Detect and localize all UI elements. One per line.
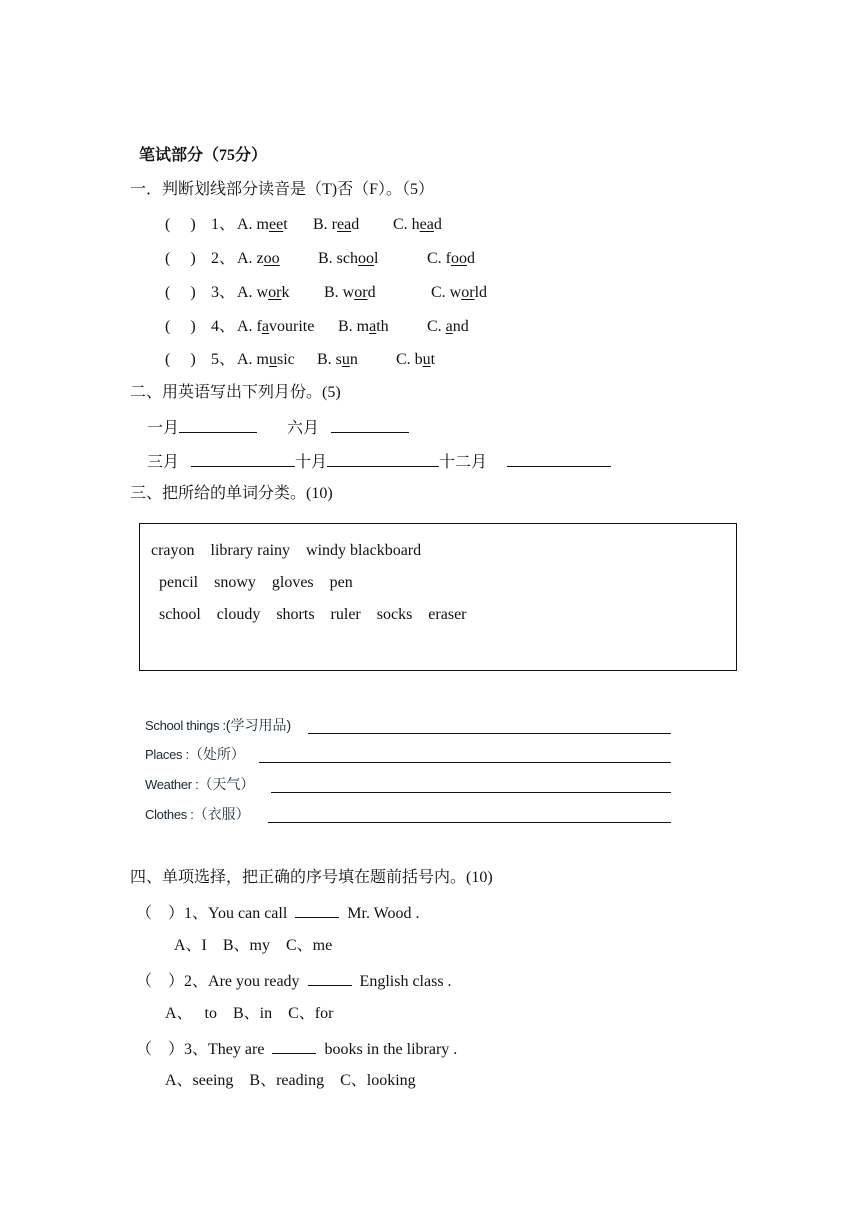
phonics-item-3-option-b — [324, 283, 376, 303]
phonics-item-4-option-a — [237, 317, 314, 337]
phonics-item-2-paren[interactable]: ( ) — [165, 250, 196, 267]
option-prefix: B. r — [313, 216, 337, 233]
question-2-paren[interactable]: （ ） — [136, 973, 185, 990]
option-prefix: C. h — [393, 216, 420, 233]
underlined-letters: oo — [263, 250, 280, 267]
phonics-item-5-option-c — [396, 350, 435, 370]
underlined-letters: or — [461, 284, 475, 301]
option-suffix: sic — [277, 351, 295, 368]
section-1-title: 一．判断划线部分读音是（T)否（F）。（5） — [130, 181, 435, 198]
underlined-letters: a — [369, 318, 377, 335]
option-suffix: nd — [452, 318, 469, 335]
category-places — [145, 745, 671, 767]
question-3-blank[interactable] — [272, 1038, 316, 1054]
month-october-blank[interactable] — [327, 451, 439, 467]
month-march-blank[interactable] — [191, 451, 295, 467]
option-suffix: k — [281, 284, 290, 301]
underlined-letters: u — [341, 351, 350, 368]
underlined-letters: or — [354, 284, 368, 301]
phonics-item-3-option-c — [431, 283, 487, 303]
option-prefix: B. w — [324, 284, 355, 301]
underlined-letters: u — [269, 351, 277, 368]
question-3-text-after: books in the library . — [324, 1041, 458, 1058]
option-prefix: A. w — [237, 284, 269, 301]
phonics-item-1-option-a — [237, 215, 288, 235]
option-suffix: d — [467, 250, 475, 267]
option-suffix: t — [283, 216, 288, 233]
question-3-options: A、seeing B、reading C、looking — [165, 1072, 416, 1089]
option-prefix: C. f — [427, 250, 451, 267]
category-clothes — [145, 805, 671, 827]
phonics-item-2-number: 2、 — [211, 250, 236, 267]
category-clothes-cn: （衣服） — [193, 806, 250, 822]
option-prefix: B. s — [317, 351, 342, 368]
category-school-things — [145, 716, 671, 738]
option-suffix: th — [376, 318, 389, 335]
category-school-things-blank[interactable] — [308, 733, 671, 734]
option-prefix: B. sch — [318, 250, 358, 267]
option-prefix: B. m — [338, 318, 370, 335]
option-suffix: d — [351, 216, 360, 233]
section-3-title: 三、把所给的单词分类。(10) — [130, 485, 333, 502]
question-1-paren[interactable]: （ ） — [136, 905, 185, 922]
section-2-title: 二、用英语写出下列月份。(5) — [130, 384, 341, 401]
phonics-item-3-paren[interactable]: ( ) — [165, 284, 196, 301]
phonics-item-2-option-c — [427, 249, 475, 269]
category-weather-label: Weather : — [145, 777, 199, 792]
question-3-paren[interactable]: （ ） — [136, 1041, 185, 1058]
phonics-item-3-option-a — [237, 283, 289, 303]
phonics-item-1-paren[interactable]: ( ) — [165, 216, 196, 233]
underlined-letters: oo — [451, 250, 467, 267]
underlined-letters: oo — [358, 250, 374, 267]
phonics-item-4-paren[interactable]: ( ) — [165, 318, 196, 335]
option-prefix: A. m — [237, 351, 269, 368]
phonics-item-5-option-b — [317, 350, 358, 370]
question-1-text-after: Mr. Wood . — [347, 905, 420, 922]
phonics-item-1-option-b — [313, 215, 359, 235]
category-weather-blank[interactable] — [271, 792, 671, 793]
option-prefix: C. w — [431, 284, 462, 301]
option-suffix: ld — [474, 284, 488, 301]
question-2-text-before: Are you ready — [208, 973, 300, 990]
option-suffix: t — [430, 351, 436, 368]
category-places-cn: （处所） — [188, 746, 245, 762]
month-october-label: 十月 — [295, 454, 328, 471]
month-row-1 — [147, 417, 409, 439]
option-suffix: n — [349, 351, 358, 368]
word-box-line-2: pencil snowy gloves pen — [159, 574, 353, 591]
underlined-letters: ea — [337, 216, 352, 233]
section-4-title: 四、单项选择，把正确的序号填在题前括号内。(10) — [130, 869, 493, 886]
option-suffix: d — [367, 284, 376, 301]
underlined-letters: ea — [419, 216, 434, 233]
category-weather-cn: （天气） — [198, 776, 255, 792]
underlined-letters: a — [445, 318, 453, 335]
phonics-item-1-number: 1、 — [211, 216, 236, 233]
phonics-item-5-paren[interactable]: ( ) — [165, 351, 196, 368]
category-school-things-label: School things : — [145, 718, 226, 733]
category-clothes-blank[interactable] — [268, 822, 671, 823]
option-suffix: vourite — [269, 318, 315, 335]
category-weather — [145, 775, 671, 797]
month-june-label: 六月 — [287, 420, 320, 437]
underlined-letters: a — [261, 318, 269, 335]
question-2-number: 2、 — [184, 973, 209, 990]
phonics-item-1-option-c — [393, 215, 442, 235]
phonics-item-4-option-b — [338, 317, 389, 337]
month-december-blank[interactable] — [507, 451, 611, 467]
phonics-item-3-number: 3、 — [211, 284, 236, 301]
option-prefix: C. — [427, 318, 446, 335]
month-january-label: 一月 — [147, 420, 180, 437]
category-school-things-cn: (学习用品) — [225, 717, 292, 733]
phonics-item-2-option-a — [237, 249, 280, 269]
question-3 — [136, 1038, 457, 1060]
option-prefix: A. m — [237, 216, 269, 233]
phonics-item-2-option-b — [318, 249, 378, 269]
question-3-text-before: They are — [208, 1041, 265, 1058]
question-1 — [136, 902, 419, 924]
question-2-blank[interactable] — [308, 970, 352, 986]
word-box-line-3: school cloudy shorts ruler socks eraser — [159, 606, 467, 623]
question-2-options: A、 to B、in C、for — [165, 1005, 334, 1022]
phonics-item-4-option-c — [427, 317, 469, 337]
question-3-number: 3、 — [184, 1041, 209, 1058]
month-march-label: 三月 — [147, 454, 180, 471]
question-1-text-before: You can call — [208, 905, 288, 922]
month-january-blank[interactable] — [179, 417, 257, 433]
month-row-2 — [147, 451, 611, 473]
option-suffix: d — [433, 216, 442, 233]
page-title: 笔试部分（75分） — [139, 147, 268, 164]
option-prefix: A. f — [237, 318, 262, 335]
option-prefix: C. b — [396, 351, 423, 368]
option-prefix: A. z — [237, 250, 264, 267]
underlined-letters: or — [268, 284, 282, 301]
question-1-blank[interactable] — [295, 902, 339, 918]
phonics-item-4-number: 4、 — [211, 318, 236, 335]
underlined-letters: ee — [269, 216, 284, 233]
underlined-letters: u — [422, 351, 431, 368]
option-suffix: l — [374, 250, 379, 267]
word-box-line-1: crayon library rainy windy blackboard — [151, 542, 422, 559]
category-places-label: Places : — [145, 747, 189, 762]
question-1-number: 1、 — [184, 905, 209, 922]
category-places-blank[interactable] — [259, 762, 671, 763]
month-december-label: 十二月 — [439, 454, 488, 471]
phonics-item-5-number: 5、 — [211, 351, 236, 368]
question-2 — [136, 970, 452, 992]
question-1-options: A、I B、my C、me — [174, 937, 333, 954]
month-june-blank[interactable] — [331, 417, 409, 433]
category-clothes-label: Clothes : — [145, 807, 194, 822]
phonics-item-5-option-a — [237, 350, 295, 370]
question-2-text-after: English class . — [359, 973, 452, 990]
